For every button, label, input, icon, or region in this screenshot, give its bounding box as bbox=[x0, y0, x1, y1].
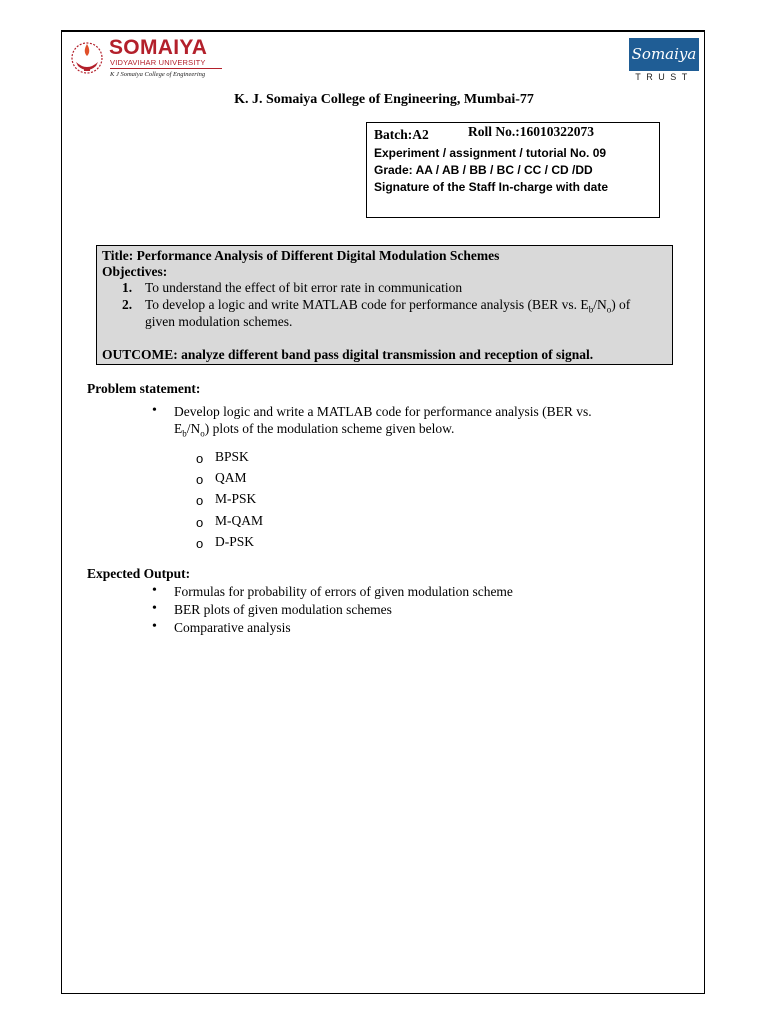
circle-bullet-icon: o bbox=[196, 472, 204, 487]
signature-label: Signature of the Staff In-charge with date bbox=[374, 180, 609, 194]
expected-output-heading: Expected Output: bbox=[87, 566, 191, 581]
outcome-statement: OUTCOME: analyze different band pass digital transmission and reception of signal. bbox=[102, 347, 594, 362]
objective-2-number: 2. bbox=[122, 297, 133, 312]
title-objectives-box bbox=[96, 245, 673, 365]
trust-word: TRUST bbox=[635, 72, 693, 82]
college-title: K. J. Somaiya College of Engineering, Mumbai-77 bbox=[234, 92, 534, 107]
expected-item: Comparative analysis bbox=[174, 620, 291, 635]
circle-bullet-icon: o bbox=[196, 515, 204, 530]
scheme-item: M-PSK bbox=[215, 491, 257, 506]
scheme-item: BPSK bbox=[215, 449, 249, 464]
objective-1-text: To understand the effect of bit error rate in communication bbox=[145, 280, 463, 295]
expected-item: Formulas for probability of errors of given modulation scheme bbox=[174, 584, 513, 599]
objectives-label: Objectives: bbox=[102, 264, 168, 279]
experiment-title: Title: Performance Analysis of Different Digital Modulation Schemes bbox=[102, 248, 500, 263]
scheme-item: QAM bbox=[215, 470, 247, 485]
circle-bullet-icon: o bbox=[196, 451, 204, 466]
roll-number: Roll No.:16010322073 bbox=[468, 124, 594, 139]
grade-options: Grade: AA / AB / BB / BC / CC / CD /DD bbox=[374, 163, 593, 177]
trust-script: Somaiya bbox=[629, 38, 699, 71]
circle-bullet-icon: o bbox=[196, 493, 204, 508]
scheme-item: D-PSK bbox=[215, 534, 255, 549]
batch-label: Batch:A2 bbox=[374, 127, 429, 142]
bullet-icon: • bbox=[152, 619, 157, 634]
logo-name: SOMAIYA bbox=[109, 36, 208, 59]
somaiya-logo bbox=[69, 38, 229, 82]
problem-statement-heading: Problem statement: bbox=[87, 381, 201, 396]
logo-university: VIDYAVIHAR UNIVERSITY bbox=[110, 58, 206, 67]
experiment-number: Experiment / assignment / tutorial No. 09 bbox=[374, 146, 607, 160]
logo-college: K J Somaiya College of Engineering bbox=[110, 71, 206, 78]
objective-1-number: 1. bbox=[122, 280, 133, 295]
bullet-icon: • bbox=[152, 583, 157, 598]
somaiya-trust-logo bbox=[629, 38, 699, 83]
circle-bullet-icon: o bbox=[196, 536, 204, 551]
problem-text-line-1: Develop logic and write a MATLAB code for performance analysis (BER vs. bbox=[174, 404, 592, 419]
scheme-item: M-QAM bbox=[215, 513, 264, 528]
expected-item: BER plots of given modulation schemes bbox=[174, 602, 392, 617]
bullet-icon: • bbox=[152, 403, 157, 418]
lamp-emblem-icon bbox=[69, 38, 105, 80]
logo-divider bbox=[110, 68, 222, 69]
batch-box bbox=[366, 122, 660, 218]
objective-2-text: To develop a logic and write MATLAB code for performance analysis (BER vs. $E_b/N_o$) of bbox=[145, 297, 631, 315]
objective-2-continued: given modulation schemes. bbox=[145, 314, 293, 329]
bullet-icon: • bbox=[152, 601, 157, 616]
problem-text-line-2: $E_b/N_o$) plots of the modulation scheme given below. bbox=[174, 421, 455, 439]
